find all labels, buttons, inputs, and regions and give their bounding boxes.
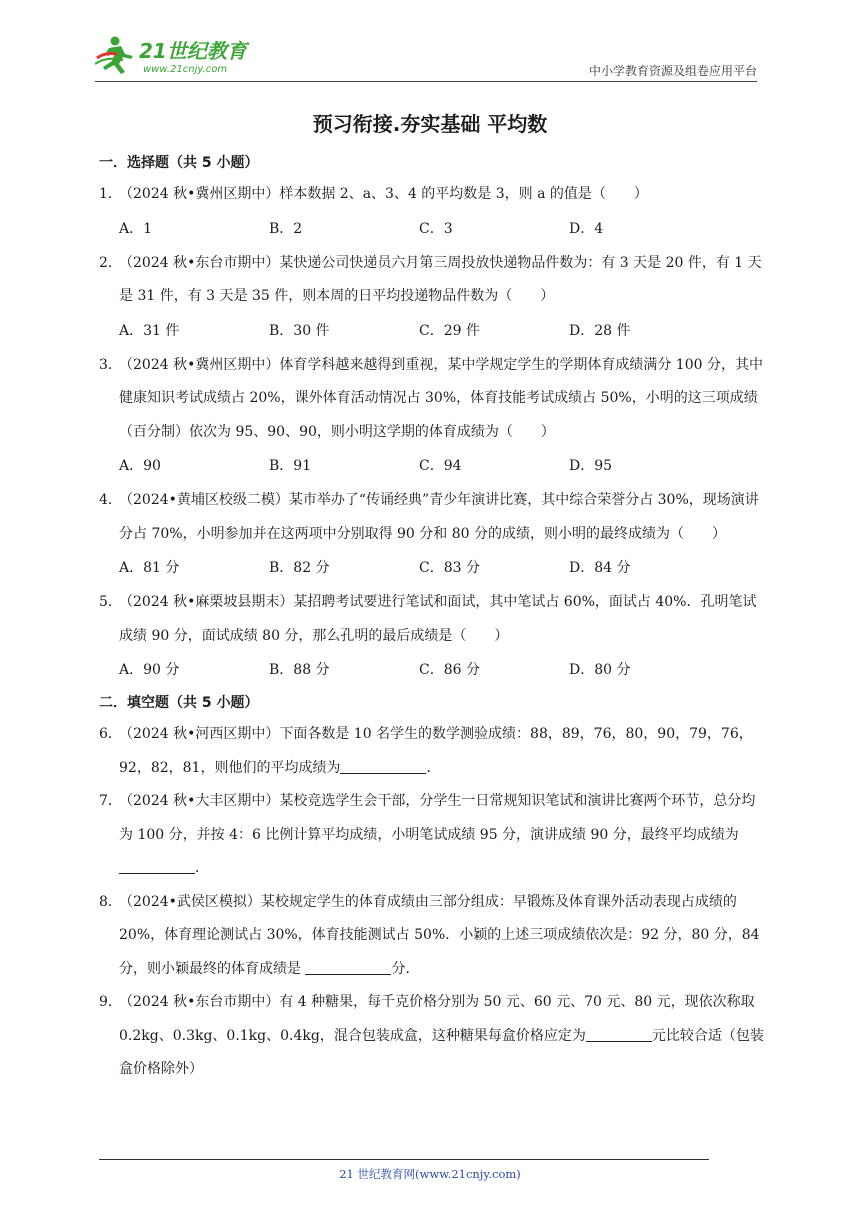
- option-b: B．88 分: [269, 662, 330, 678]
- question-5: [99, 586, 764, 653]
- footer-rule: [99, 1159, 709, 1160]
- page-footer: 21 世纪教育网(www.21cnjy.com): [339, 1167, 521, 1181]
- section-heading-fill: 二．填空题（共 5 小题）: [99, 695, 259, 711]
- option-c: C．83 分: [419, 560, 480, 576]
- question-number: 3．: [99, 356, 122, 373]
- question-number: 4．: [99, 492, 122, 508]
- option-d: D．80 分: [569, 662, 631, 678]
- question-number: 2．: [99, 254, 122, 271]
- question-stem: （2024 秋•东台市期中）某快递公司快递员六月第三周投放快递物品件数为：有 3 天是 20 件，有 1 天是 31 件，有 3 天是 35 件，则本周的日平均投递物品件数为（ ）: [119, 254, 762, 304]
- answer-blank[interactable]: [119, 859, 195, 874]
- question-2: [99, 247, 764, 314]
- svg-text:21世纪教育: 21世纪教育: [139, 39, 247, 63]
- question-number: 7．: [99, 793, 122, 809]
- option-a: A．1: [119, 220, 153, 237]
- question-stem: （2024 秋•冀州区期中）体育学科越来越得到重视，某中学规定学生的学期体育成绩满分 100 分，其中健康知识考试成绩占 20%，课外体育活动情况占 30%，体育技能考试成绩占 50%，小明的这三项成绩（百分制）依次为 95、90、90，则小明这学期的体育成绩为（ ）: [119, 356, 763, 440]
- option-c: C．94: [419, 458, 462, 474]
- option-a: A．31 件: [119, 322, 180, 339]
- option-d: D．28 件: [569, 322, 631, 339]
- svg-text:www.21cnjy.com: www.21cnjy.com: [143, 64, 228, 75]
- option-d: D．4: [569, 220, 604, 237]
- answer-blank[interactable]: [586, 1027, 652, 1042]
- answer-blank[interactable]: [305, 960, 391, 975]
- option-a: A．81 分: [119, 560, 180, 576]
- platform-label: 中小学教育资源及组卷应用平台: [588, 64, 757, 78]
- options-4: [99, 551, 764, 586]
- question-stem: （2024•武侯区模拟）某校规定学生的体育成绩由三部分组成：早锻炼及体育课外活动表现占成绩的 20%，体育理论测试占 30%，体育技能测试占 50%．小颖的上述三项成绩依次是：92 分，80 分，84 分，则小颖最终的体育成绩是 分．: [119, 893, 760, 977]
- question-stem: （2024•黄埔区校级二模）某市举办了“传诵经典”青少年演讲比赛，其中综合荣誉分占 30%，现场演讲分占 70%，小明参加并在这两项中分别取得 90 分和 80 分的成绩，则小明的最终成绩为（ ）: [119, 492, 759, 542]
- question-stem: （2024 秋•河西区期中）下面各数是 10 名学生的数学测验成绩：88，89，76，80，90，79，76，92，82，81，则他们的平均成绩为 ．: [119, 726, 753, 776]
- question-stem: （2024 秋•麻栗坡县期末）某招聘考试要进行笔试和面试，其中笔试占 60%，面试占 40%．孔明笔试成绩 90 分，面试成绩 80 分，那么孔明的最后成绩是（ ）: [119, 594, 757, 644]
- options-5: [99, 653, 764, 688]
- question-number: 8．: [99, 893, 122, 910]
- question-stem: （2024 秋•大丰区期中）某校竞选学生会干部，分学生一日常规知识笔试和演讲比赛两个环节，总分均为 100 分，并按 4：6 比例计算平均成绩，小明笔试成绩 95 分，演讲成绩 90 分，最终平均成绩为 ．: [119, 793, 756, 876]
- question-number: 1．: [99, 186, 122, 202]
- option-c: C．3: [419, 220, 453, 237]
- option-c: C．29 件: [419, 322, 480, 339]
- question-9: [99, 986, 764, 1087]
- section-heading-choice: 一．选择题（共 5 小题）: [99, 155, 259, 171]
- page-title: 预习衔接.夯实基础 平均数: [312, 112, 548, 136]
- page-header: [95, 30, 757, 78]
- answer-blank[interactable]: [340, 759, 426, 774]
- question-3: [99, 349, 764, 450]
- option-a: A．90 分: [119, 662, 180, 678]
- question-8: [99, 886, 764, 987]
- site-logo: [95, 34, 265, 76]
- question-number: 5．: [99, 594, 122, 610]
- question-number: 9．: [99, 994, 122, 1010]
- option-b: B．30 件: [269, 322, 330, 339]
- options-3: [99, 449, 764, 484]
- option-d: D．84 分: [569, 560, 631, 576]
- options-1: [99, 212, 764, 247]
- question-7: [99, 785, 764, 886]
- question-list: [99, 148, 764, 1087]
- option-b: B．91: [269, 458, 312, 474]
- options-2: [99, 314, 764, 349]
- option-b: B．2: [269, 220, 303, 237]
- question-4: [99, 484, 764, 551]
- option-b: B．82 分: [269, 560, 330, 576]
- question-6: [99, 718, 764, 785]
- question-stem: （2024 秋•东台市期中）有 4 种糖果，每千克价格分别为 50 元、60 元、70 元、80 元，现依次称取 0.2kg、0.3kg、0.1kg、0.4kg，混合包装成盒，这种糖果每盒价格应定为 元比较合适（包装盒价格除外）: [119, 994, 764, 1077]
- option-a: A．90: [119, 458, 161, 474]
- question-1: [99, 178, 764, 212]
- option-d: D．95: [569, 458, 613, 474]
- header-rule: [95, 81, 757, 82]
- option-c: C．86 分: [419, 662, 480, 678]
- question-number: 6．: [99, 726, 122, 742]
- question-stem: （2024 秋•冀州区期中）样本数据 2、a、3、4 的平均数是 3，则 a 的值是（ ）: [119, 186, 648, 202]
